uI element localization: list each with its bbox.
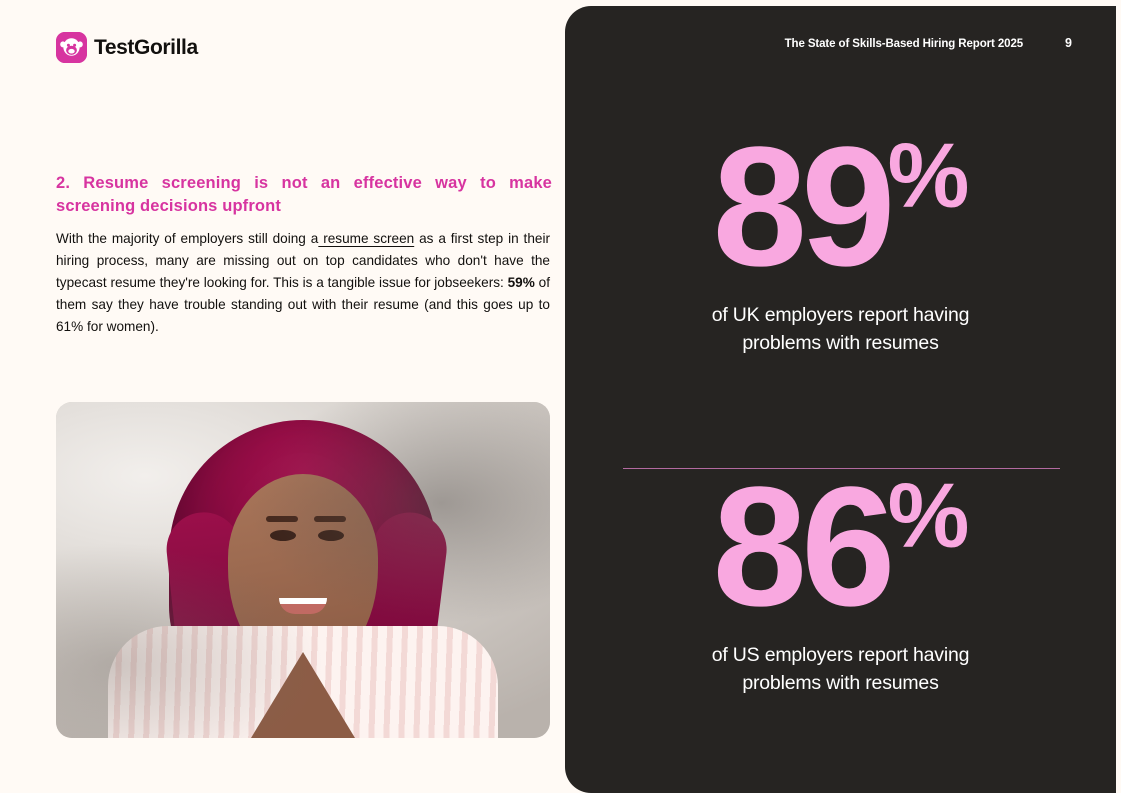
stats-panel bbox=[565, 6, 1116, 793]
percent-symbol-us: % bbox=[887, 465, 967, 567]
stat-number-uk: 89 bbox=[712, 112, 890, 302]
section-headline: 2. Resume screening is not an effective way to make screening decisions upfront bbox=[56, 174, 552, 216]
stat-value-uk bbox=[712, 112, 969, 302]
stat-caption-uk-line1: of UK employers report having bbox=[711, 304, 970, 327]
stat-caption-us-line2: problems with resumes bbox=[742, 671, 939, 694]
panel-header bbox=[565, 36, 1116, 50]
body-text-part3: of them say they have trouble standing out with their resume (and this goes up to 61% for women). bbox=[56, 275, 550, 335]
brand-name: TestGorilla bbox=[94, 36, 198, 59]
report-title: The State of Skills-Based Hiring Report 2025 bbox=[784, 38, 1024, 50]
stat-number-us: 86 bbox=[712, 452, 890, 642]
page-number: 9 bbox=[1065, 36, 1072, 50]
body-text-part1: With the majority of employers still doing a bbox=[56, 231, 319, 246]
stat-block-uk bbox=[565, 112, 1116, 358]
body-text-part2: as a first step in their hiring process, many are missing out on top candidates who don't have the typecast resume they're looking for. This is a tangible issue for jobseekers: bbox=[56, 231, 550, 291]
photo-shading bbox=[56, 402, 550, 738]
stat-block-us bbox=[565, 452, 1116, 698]
body-paragraph bbox=[56, 228, 550, 338]
stat-caption-us-line1: of US employers report having bbox=[711, 644, 970, 667]
resume-screen-link[interactable]: resume screen bbox=[318, 231, 415, 246]
percent-symbol-uk: % bbox=[887, 125, 967, 227]
stat-caption-uk bbox=[565, 302, 1116, 357]
stat-caption-us bbox=[565, 642, 1116, 697]
brand-logo[interactable] bbox=[56, 32, 198, 63]
portrait-photo bbox=[56, 402, 550, 738]
body-stat-bold: 59% bbox=[507, 275, 535, 291]
gorilla-logo-icon bbox=[56, 32, 87, 63]
stat-caption-uk-line2: problems with resumes bbox=[742, 331, 939, 354]
stat-value-us bbox=[712, 452, 969, 642]
